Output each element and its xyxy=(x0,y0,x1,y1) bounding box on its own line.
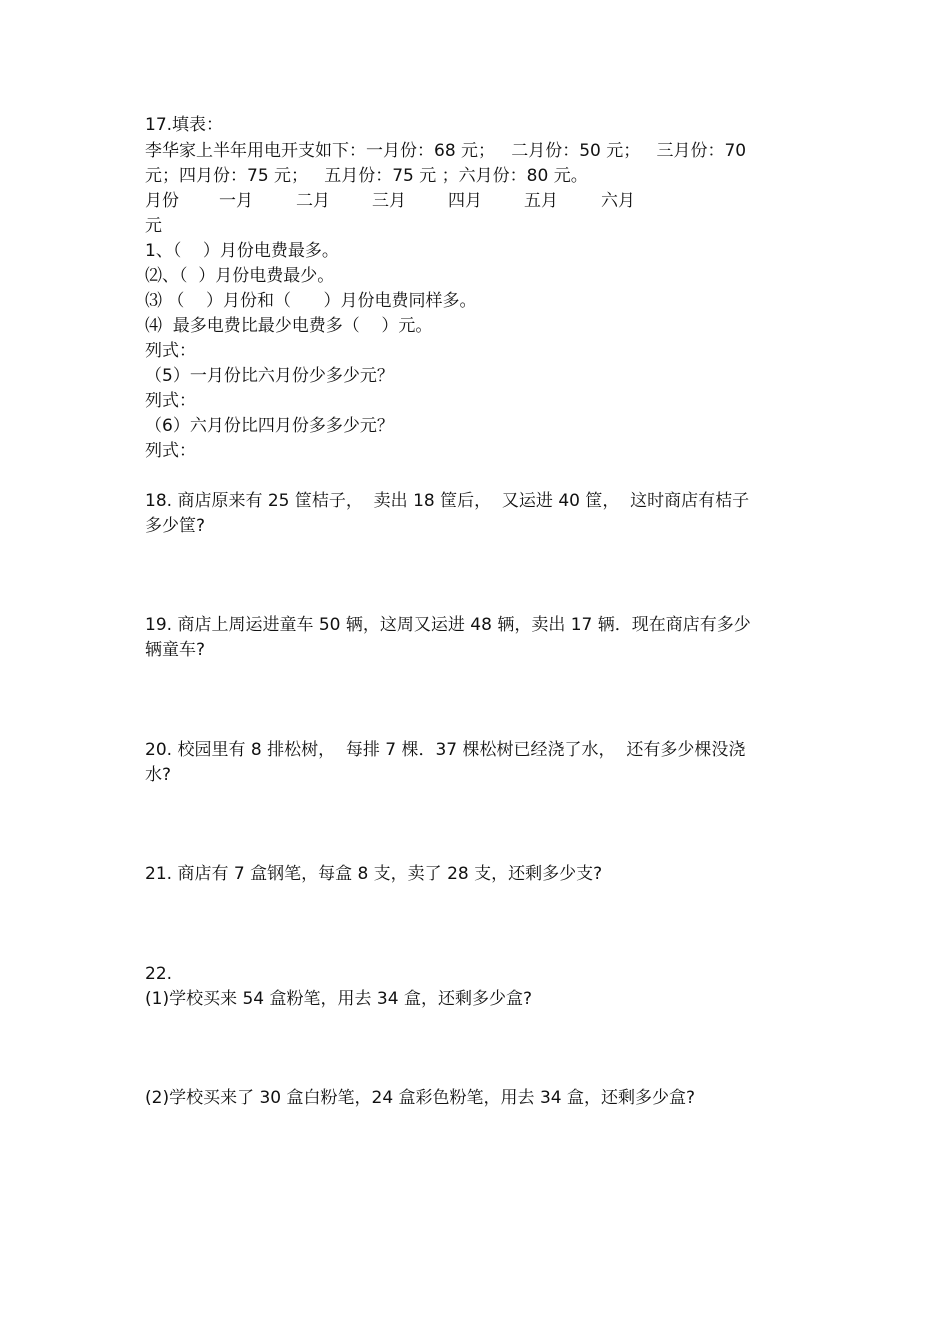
q17-intro-line-1: 李华家上半年用电开支如下：一月份：68 元； 二月份：50 元； 三月份：70 xyxy=(145,141,747,161)
table-header-cell: 一月 xyxy=(219,191,253,211)
q17-sub-1: 1、（ ）月份电费最多。 xyxy=(145,241,339,261)
q20-line-2: 水? xyxy=(145,765,172,785)
table-header-cell: 三月 xyxy=(372,191,406,211)
table-header-cell: 四月 xyxy=(448,191,482,211)
table-header-cell: 月份 xyxy=(145,191,179,211)
q17-sub-4-formula: 列式： xyxy=(145,341,196,361)
q22-title: 22. xyxy=(145,964,173,984)
q17-sub-6: （6）六月份比四月份多多少元？ xyxy=(145,416,394,436)
q17-sub-5: （5）一月份比六月份少多少元？ xyxy=(145,366,394,386)
q18-line-2: 多少筐? xyxy=(145,516,206,536)
q17-sub-6-formula: 列式： xyxy=(145,441,196,461)
table-header-cell: 二月 xyxy=(296,191,330,211)
q17-table-row-label: 元 xyxy=(145,216,162,236)
q22-part-1: (1)学校买来 54 盒粉笔，用去 34 盒，还剩多少盒? xyxy=(145,989,532,1009)
q17-intro-line-2: 元；四月份：75 元； 五月份：75 元 ；六月份：80 元。 xyxy=(145,166,588,186)
q20-line-1: 20. 校园里有 8 排松树， 每排 7 棵．37 棵松树已经浇了水， 还有多少棵没浇 xyxy=(145,740,746,760)
q17-sub-2: ⑵、（ ）月份电费最少。 xyxy=(145,266,335,286)
table-header-cell: 六月 xyxy=(601,191,635,211)
table-header-cell: 五月 xyxy=(524,191,558,211)
q17-sub-5-formula: 列式： xyxy=(145,391,196,411)
q22-part-2: (2)学校买来了 30 盒白粉笔，24 盒彩色粉笔，用去 34 盒，还剩多少盒? xyxy=(145,1088,696,1108)
q19-line-2: 辆童车? xyxy=(145,640,206,660)
q17-sub-4: ⑷ 最多电费比最少电费多（ ）元。 xyxy=(145,316,433,336)
q17-sub-3: ⑶ （ ）月份和（ ）月份电费同样多。 xyxy=(145,291,477,311)
q17-title: 17.填表： xyxy=(145,115,224,135)
q18-line-1: 18. 商店原来有 25 筐桔子， 卖出 18 筐后， 又运进 40 筐， 这时商店有桔子 xyxy=(145,491,750,511)
q17-table-header xyxy=(145,190,661,212)
q21-line-1: 21. 商店有 7 盒钢笔，每盒 8 支，卖了 28 支，还剩多少支? xyxy=(145,864,603,884)
q19-line-1: 19. 商店上周运进童车 50 辆，这周又运进 48 辆，卖出 17 辆．现在商店有多少 xyxy=(145,615,751,635)
